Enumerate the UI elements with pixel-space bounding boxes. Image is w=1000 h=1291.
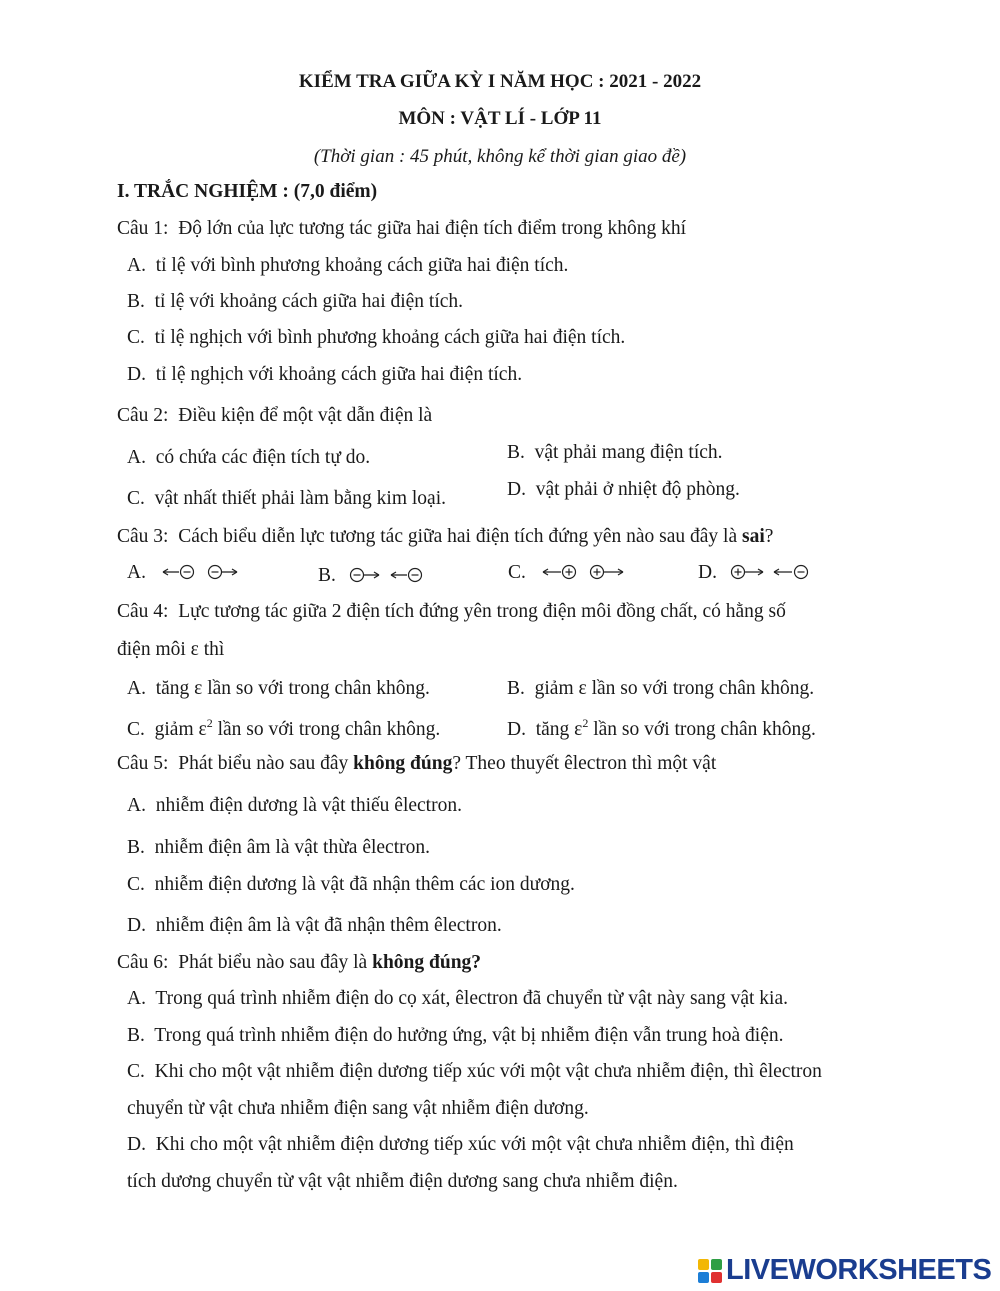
- question-4: Câu 4: Lực tương tác giữa 2 điện tích đứng yên trong điện môi đồng chất, có hằng số: [117, 601, 786, 622]
- exam-duration: (Thời gian : 45 phút, không kể thời gian giao đề): [313, 146, 687, 167]
- question-3-option-b[interactable]: B.: [318, 566, 431, 586]
- question-4-option-d[interactable]: D. tăng $\varepsilon^2$ lần so với trong chân không.: [507, 716, 816, 740]
- section-title: I. TRẮC NGHIỆM : (7,0 điểm): [117, 181, 378, 202]
- question-6-option-d[interactable]: D. Khi cho một vật nhiễm điện dương tiếp xúc với một vật chưa nhiễm điện, thì điện: [127, 1134, 794, 1155]
- question-1-option-c[interactable]: C. tỉ lệ nghịch với bình phương khoảng cách giữa hai điện tích.: [127, 327, 626, 348]
- question-6-option-d-continuation: tích dương chuyển từ vật vật nhiễm điện dương sang chưa nhiễm điện.: [127, 1171, 678, 1192]
- question-6-option-b[interactable]: B. Trong quá trình nhiễm điện do hưởng ứng, vật bị nhiễm điện vẫn trung hoà điện.: [127, 1025, 784, 1046]
- question-6-option-c-continuation: chuyển từ vật chưa nhiễm điện sang vật nhiễm điện dương.: [127, 1098, 589, 1119]
- emphasis-text: không đúng: [353, 753, 453, 774]
- question-label: Câu 1:: [117, 218, 169, 239]
- liveworksheets-logo: [697, 1256, 991, 1285]
- question-2: [117, 406, 432, 426]
- two-negative-charges-force-arrows-icon: [159, 563, 241, 581]
- two-positive-charges-force-arrows-icon: [539, 563, 629, 581]
- logo-text: LIVEWORKSHEETS: [726, 1254, 992, 1286]
- question-5-option-a[interactable]: A. nhiễm điện dương là vật thiếu êlectron.: [127, 795, 462, 816]
- question-text: Độ lớn của lực tương tác giữa hai điện tích điểm trong không khí: [178, 218, 686, 239]
- question-5: Câu 5: Phát biểu nào sau đây không đúng? Theo thuyết êlectron thì một vật: [117, 753, 717, 774]
- question-2-option-c[interactable]: C. vật nhất thiết phải làm bằng kim loại.: [127, 488, 446, 509]
- question-2-option-b[interactable]: B. vật phải mang điện tích.: [507, 442, 723, 463]
- question-1-option-a[interactable]: A. tỉ lệ với bình phương khoảng cách giữa hai điện tích.: [127, 255, 569, 276]
- question-1: [117, 219, 686, 239]
- question-5-option-d[interactable]: D. nhiễm điện âm là vật đã nhận thêm êlectron.: [127, 915, 502, 936]
- question-2-option-a[interactable]: A. có chứa các điện tích tự do.: [127, 447, 371, 468]
- emphasis-text: sai: [741, 526, 765, 547]
- question-label: Câu 6:: [117, 952, 169, 973]
- exam-title: KIỂM TRA GIỮA KỲ I NĂM HỌC : 2021 - 2022: [298, 71, 702, 92]
- question-label: Câu 3:: [117, 526, 169, 547]
- question-3-option-d[interactable]: D.: [698, 563, 818, 583]
- subject-title: MÔN : VẬT LÍ - LỚP 11: [398, 108, 602, 129]
- question-label: Câu 4:: [117, 601, 169, 622]
- question-label: Câu 5:: [117, 753, 169, 774]
- emphasis-text: không đúng?: [372, 952, 482, 973]
- question-4-option-c[interactable]: C. giảm $\varepsilon^2$ lần so với trong chân không.: [127, 716, 441, 740]
- positive-negative-charges-force-arrows-icon: [730, 563, 818, 581]
- question-3-option-c[interactable]: C.: [508, 563, 629, 583]
- question-4-option-a[interactable]: A. tăng ε lần so với trong chân không.: [127, 678, 430, 699]
- question-3-option-a[interactable]: A.: [127, 563, 241, 583]
- question-4-option-b[interactable]: B. giảm ε lần so với trong chân không.: [507, 678, 815, 699]
- liveworksheets-blocks-icon: [697, 1258, 723, 1284]
- question-1-option-d[interactable]: D. tỉ lệ nghịch với khoảng cách giữa hai điện tích.: [127, 364, 523, 385]
- question-4-continuation: điện môi ε thì: [117, 639, 225, 660]
- question-6-option-c[interactable]: C. Khi cho một vật nhiễm điện dương tiếp xúc với một vật chưa nhiễm điện, thì êlectron: [127, 1061, 822, 1082]
- question-5-option-b[interactable]: B. nhiễm điện âm là vật thừa êlectron.: [127, 837, 430, 858]
- question-6-option-a[interactable]: A. Trong quá trình nhiễm điện do cọ xát, êlectron đã chuyển từ vật này sang vật kia.: [127, 988, 788, 1009]
- question-3: Câu 3: Cách biểu diễn lực tương tác giữa hai điện tích đứng yên nào sau đây là sai?: [117, 526, 774, 547]
- question-text: Điều kiện để một vật dẫn điện là: [178, 405, 433, 426]
- question-1-option-b[interactable]: B. tỉ lệ với khoảng cách giữa hai điện tích.: [127, 291, 464, 312]
- question-label: Câu 2:: [117, 405, 169, 426]
- question-2-option-d[interactable]: D. vật phải ở nhiệt độ phòng.: [507, 479, 740, 500]
- question-6: Câu 6: Phát biểu nào sau đây là không đúng?: [117, 952, 482, 973]
- question-5-option-c[interactable]: C. nhiễm điện dương là vật đã nhận thêm các ion dương.: [127, 874, 575, 895]
- two-negative-charges-force-arrows-icon: [349, 566, 431, 584]
